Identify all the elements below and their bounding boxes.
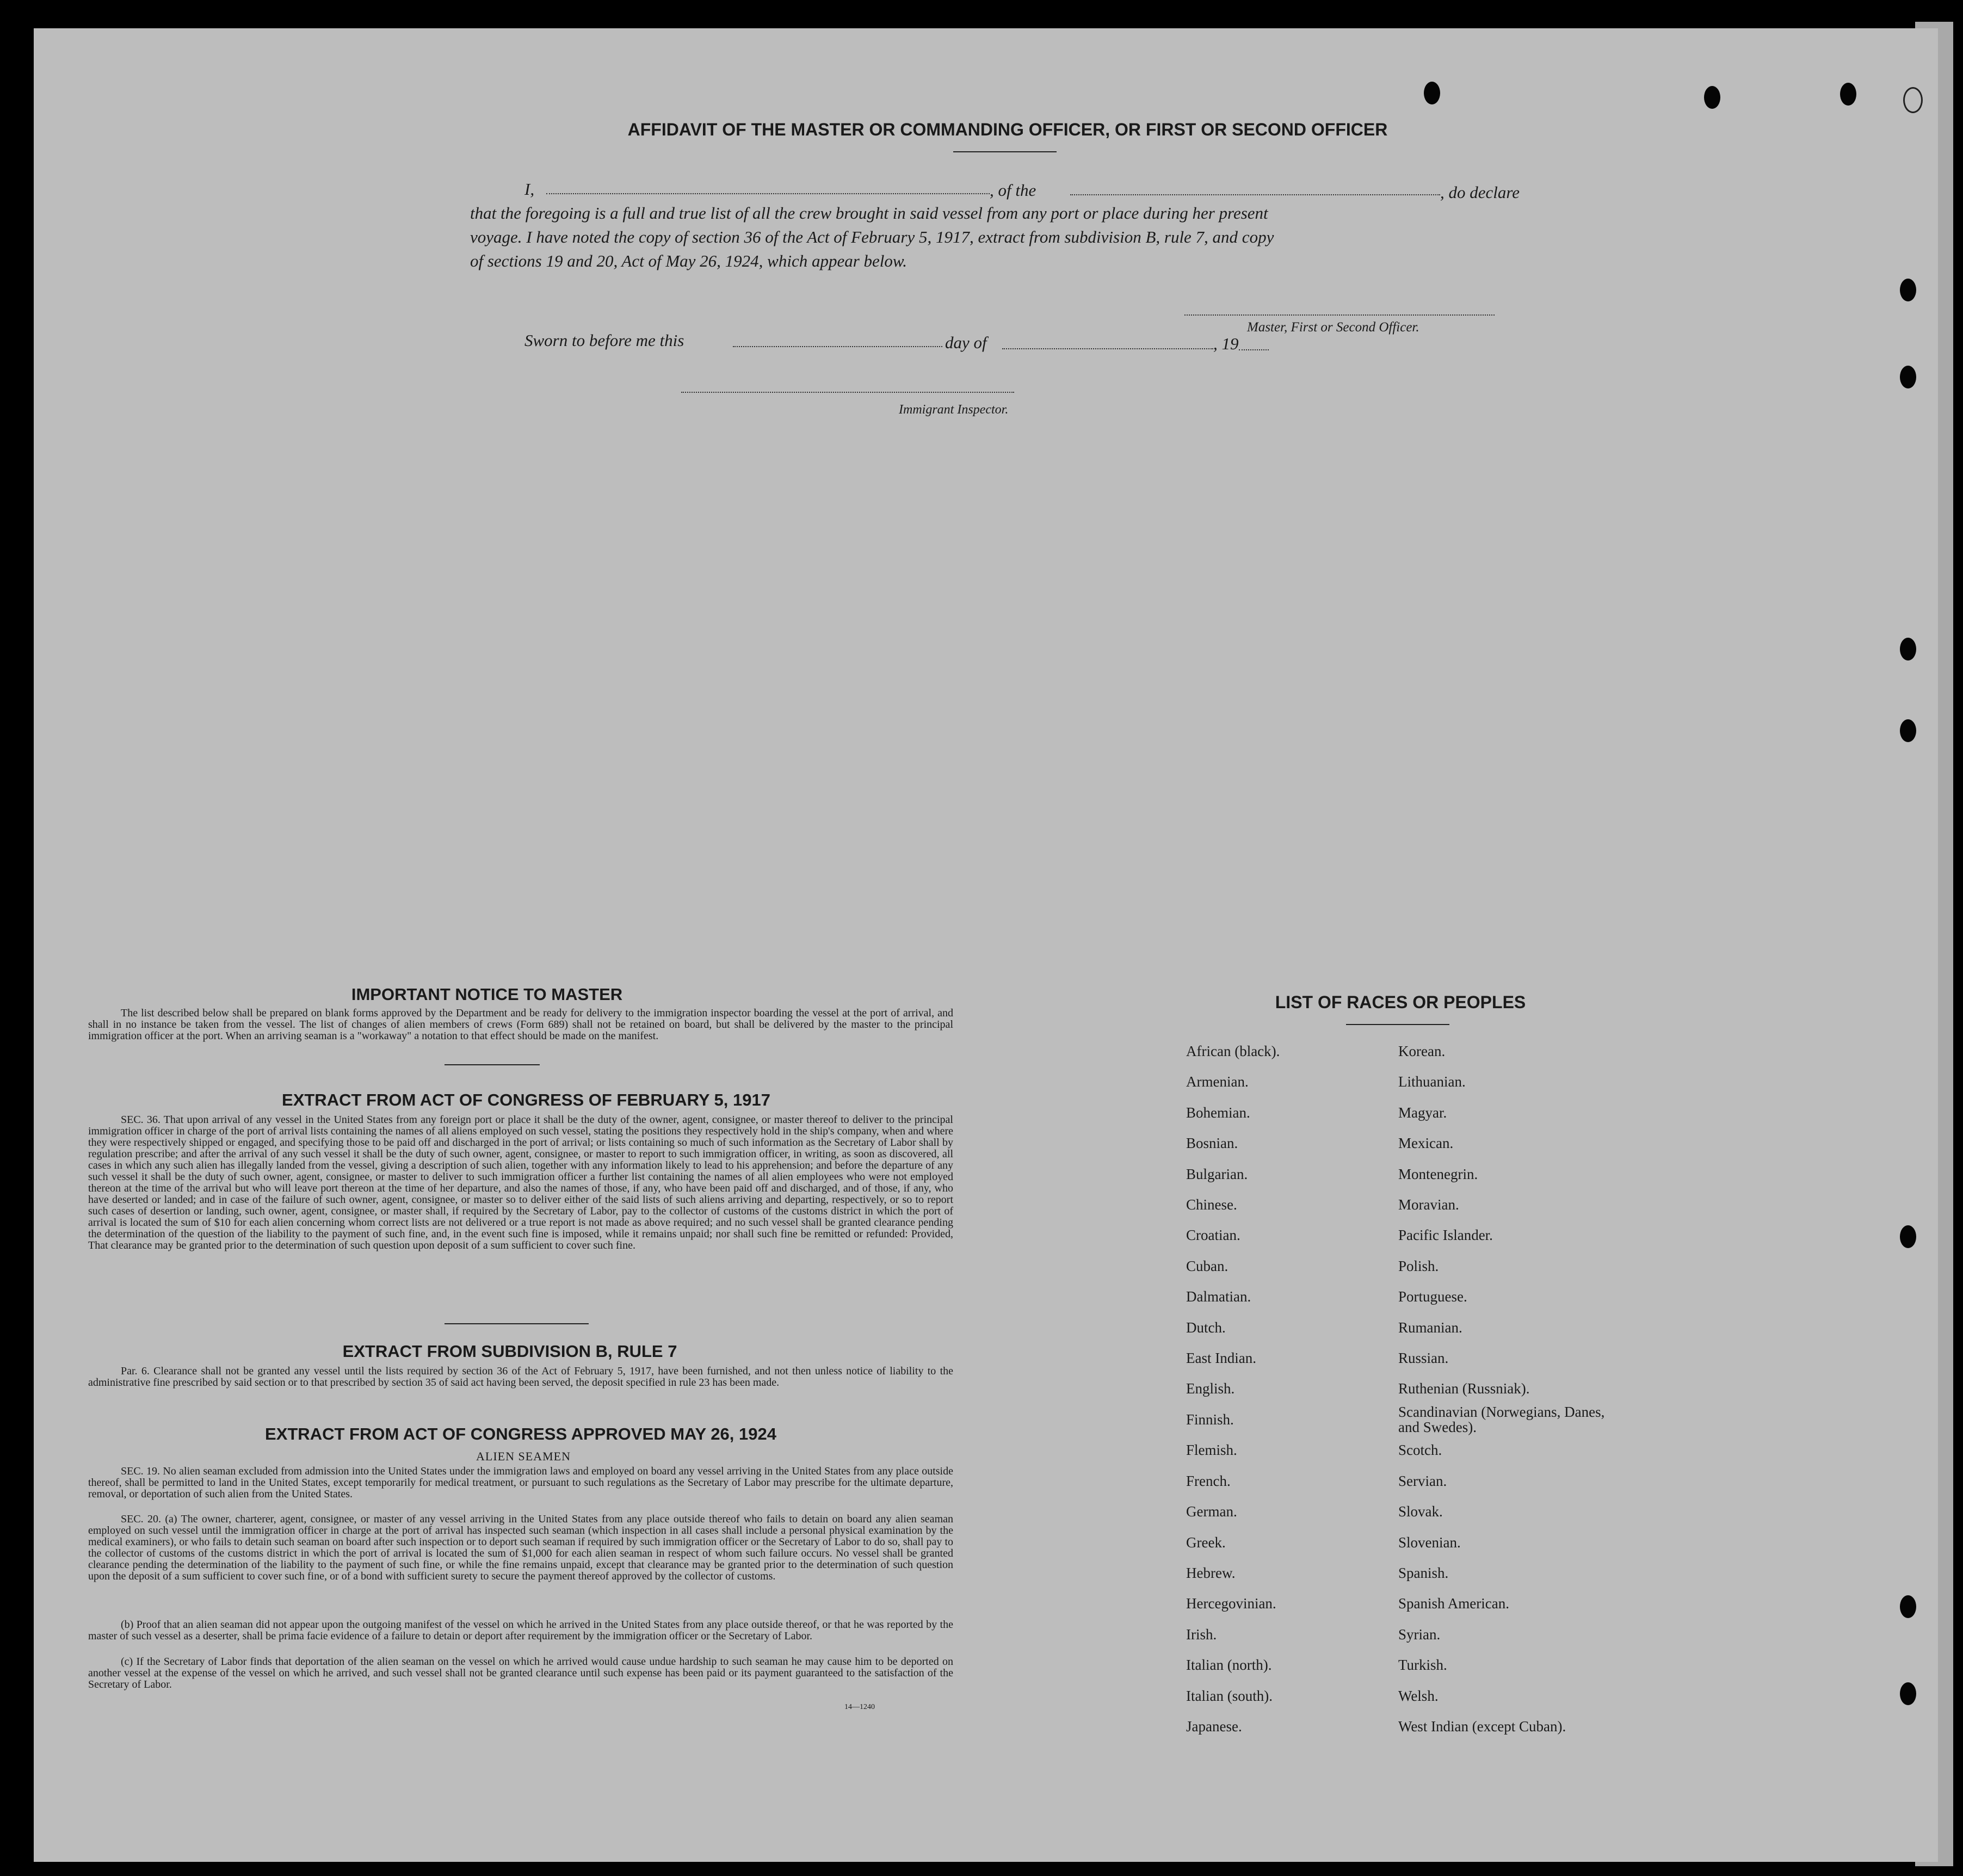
month-blank[interactable]	[1002, 348, 1213, 349]
race-item: Bosnian.	[1186, 1135, 1238, 1152]
race-item: Flemish.	[1186, 1442, 1237, 1459]
race-item: Montenegrin.	[1398, 1165, 1478, 1182]
binder-hole	[1900, 279, 1916, 301]
race-item: Scotch.	[1398, 1442, 1442, 1459]
affidavit-title: AFFIDAVIT OF THE MASTER OR COMMANDING OFFICER, OR FIRST OR SECOND OFFICER	[627, 120, 1388, 139]
race-item: Chinese.	[1186, 1196, 1237, 1213]
binder-hole	[1704, 86, 1720, 109]
binder-hole	[1903, 87, 1923, 113]
race-item: Italian (north).	[1186, 1657, 1272, 1674]
race-item: Rumanian.	[1398, 1319, 1462, 1336]
race-item: Slovenian.	[1398, 1534, 1461, 1551]
race-item: East Indian.	[1186, 1350, 1256, 1367]
races-column-2	[1398, 1036, 1649, 1742]
race-item: Polish.	[1398, 1257, 1439, 1274]
document-page	[34, 28, 1938, 1862]
race-item: Hercegovinian.	[1186, 1595, 1276, 1612]
race-item: Magyar.	[1398, 1104, 1447, 1121]
race-item: Croatian.	[1186, 1227, 1240, 1244]
race-item: Irish.	[1186, 1626, 1217, 1643]
day-blank[interactable]	[733, 346, 942, 347]
binder-hole	[1900, 366, 1916, 388]
race-item: Spanish.	[1398, 1564, 1449, 1581]
binder-hole	[1840, 83, 1856, 106]
master-signature-label: Master, First or Second Officer.	[1247, 320, 1419, 335]
day-of-label: day of	[945, 333, 987, 352]
inspector-label: Immigrant Inspector.	[899, 403, 1009, 417]
races-column-1	[1186, 1036, 1382, 1742]
form-number: 14—1240	[844, 1703, 875, 1711]
notice-title: IMPORTANT NOTICE TO MASTER	[351, 985, 623, 1004]
binder-hole	[1900, 1225, 1916, 1248]
name-blank[interactable]	[546, 193, 990, 194]
race-item: Scandinavian (Norwegians, Danes, and Swedes).	[1398, 1403, 1605, 1436]
sworn-label: Sworn to before me this	[524, 331, 684, 350]
race-item: Dutch.	[1186, 1319, 1226, 1336]
subdivb-title: EXTRACT FROM SUBDIVISION B, RULE 7	[342, 1342, 677, 1361]
sec20c-body: (c) If the Secretary of Labor finds that deportation of the alien seaman on the vessel on which he arrived would cause undue hardship to such seaman he may cause him to be deported on another vessel at the expense of the vessel on which he arrived, and such vessel shall not be granted clearance until such expense has been paid or its payment guaranteed to the satisfaction of the Secretary of Labor.	[88, 1656, 953, 1690]
affidavit-do-declare: , do declare	[1440, 183, 1520, 202]
race-item: Servian.	[1398, 1472, 1447, 1489]
affidavit-of-the: , of the	[990, 181, 1036, 200]
race-item: Portuguese.	[1398, 1288, 1467, 1305]
extract-1924-subtitle: ALIEN SEAMEN	[476, 1449, 571, 1463]
race-item: Greek.	[1186, 1534, 1226, 1551]
binder-hole	[1900, 1682, 1916, 1705]
binder-hole	[1900, 638, 1916, 661]
race-item: Moravian.	[1398, 1196, 1459, 1213]
master-signature-line[interactable]	[1184, 314, 1495, 316]
race-item: Russian.	[1398, 1350, 1449, 1367]
binder-hole	[1900, 1595, 1916, 1618]
year-label: , 19	[1213, 334, 1239, 353]
inspector-signature-line[interactable]	[681, 392, 1014, 393]
affidavit-line3: voyage. I have noted the copy of section 36 of the Act of February 5, 1917, extract from subdivision B, rule 7, and copy	[470, 227, 1274, 246]
race-item: Cuban.	[1186, 1257, 1229, 1274]
extract-1924-title: EXTRACT FROM ACT OF CONGRESS APPROVED MAY 26, 1924	[265, 1424, 776, 1443]
races-title: LIST OF RACES OR PEOPLES	[1275, 992, 1526, 1012]
sec20b-body: (b) Proof that an alien seaman did not appear upon the outgoing manifest of the vessel on which he arrived in the United States from any place outside thereof, or that he was reported by the master of such vessel as a deserter, shall be prima facie evidence of a failure to detain or deport after requirement by the immigration officer or the Secretary of Labor.	[88, 1619, 953, 1642]
sec20a-body: SEC. 20. (a) The owner, charterer, agent, consignee, or master of any vessel arriving in the United States from any place outside thereof who fails to detain on board any alien seaman employed on such vessel until the immigration officer in charge at the port of arrival has inspected such seaman (which inspection in all cases shall include a personal physical examination by the medical examiners), or who fails to detain such seaman on board after such inspection or to deport such seaman if required by such immigration officer or the Secretary of Labor to do so, shall pay to the collector of customs of the customs district in which the port of arrival is located the sum of $1,000 for each alien seaman in respect of whom such failure occurs. No vessel shall be granted clearance pending the determination of the liability to the payment of such fine, or while the fine remains unpaid, except that clearance may be granted prior to the determination of such question upon the deposit of a sum sufficient to cover such fine, or of a bond with sufficient surety to secure the payment thereof approved by the collector of customs.	[88, 1513, 953, 1582]
affidavit-i-label: I,	[524, 180, 535, 199]
race-item: Syrian.	[1398, 1626, 1441, 1643]
binder-hole	[1900, 719, 1916, 742]
race-item: Turkish.	[1398, 1657, 1447, 1674]
race-item: Mexican.	[1398, 1135, 1454, 1152]
notice-body: The list described below shall be prepared on blank forms approved by the Department and be ready for delivery to the immigration inspector boarding the vessel at the port of arrival, and shall in no instance be taken from the vessel. The list of changes of alien members of crews (Form 689) shall not be retained on board, but shall be delivered by the master to the principal immigration officer at the port. When an arriving seaman is a "workaway" a notation to that effect should be made on the manifest.	[88, 1007, 953, 1042]
race-item: West Indian (except Cuban).	[1398, 1718, 1566, 1735]
binder-hole	[1424, 82, 1440, 104]
section-rule	[445, 1323, 589, 1324]
year-blank[interactable]	[1239, 349, 1269, 350]
race-item: French.	[1186, 1472, 1231, 1489]
race-item: Hebrew.	[1186, 1564, 1236, 1581]
race-item: Pacific Islander.	[1398, 1227, 1493, 1244]
race-item: Bulgarian.	[1186, 1165, 1248, 1182]
subdivb-body: Par. 6. Clearance shall not be granted any vessel until the lists required by section 36 of the Act of February 5, 1917, have been furnished, and not then unless notice of liability to the administrative fine prescribed by said section or to that prescribed by section 35 of said act having been served, the deposit specified in rule 23 has been made.	[88, 1365, 953, 1389]
vessel-blank[interactable]	[1070, 194, 1440, 195]
race-item: Finnish.	[1186, 1411, 1234, 1428]
title-rule	[953, 151, 1057, 152]
affidavit-line4: of sections 19 and 20, Act of May 26, 1924, which appear below.	[470, 251, 908, 270]
race-item: Bohemian.	[1186, 1104, 1250, 1121]
race-item: English.	[1186, 1380, 1235, 1397]
race-item: Korean.	[1398, 1043, 1446, 1059]
race-item: Slovak.	[1398, 1503, 1443, 1520]
race-item: Japanese.	[1186, 1718, 1242, 1735]
races-rule	[1346, 1024, 1449, 1025]
race-item: German.	[1186, 1503, 1237, 1520]
race-item: Lithuanian.	[1398, 1073, 1466, 1090]
race-item: African (black).	[1186, 1043, 1280, 1059]
affidavit-line2: that the foregoing is a full and true list of all the crew brought in said vessel from any port or place during her present	[470, 203, 1268, 223]
race-item: Spanish American.	[1398, 1595, 1509, 1612]
race-item: Welsh.	[1398, 1687, 1439, 1704]
race-item: Dalmatian.	[1186, 1288, 1251, 1305]
extract-1917-title: EXTRACT FROM ACT OF CONGRESS OF FEBRUARY 5, 1917	[282, 1090, 770, 1109]
section-rule	[445, 1064, 540, 1065]
extract-1917-body: SEC. 36. That upon arrival of any vessel in the United States from any foreign port or place it shall be the duty of the owner, agent, consignee, or master thereof to deliver to the principal immigration officer in charge of the port of arrival lists containing the names of all aliens employed on such vessel, stating the positions they respectively hold in the ship's company, when and where they were respectively shipped or engaged, and specifying those to be paid off and discharged in the port of arrival; or lists containing so much of such information as the Secretary of Labor shall by regulation prescribe; and after the arrival of any such vessel it shall be the duty of such owner, agent, consignee, or master to report to such immigration officer, in writing, as soon as discovered, all cases in which any such alien has illegally landed from the vessel, giving a description of such alien, together with any information likely to lead to his apprehension; and before the departure of any such vessel it shall be the duty of such owner, agent, consignee, or master to deliver to such immigration officer a further list containing the names of all alien employees who were not employed thereon at the time of the arrival but who will leave port thereon at the time of her departure, and also the names of those, if any, who have been paid off and discharged, and of those, if any, who have deserted or landed; and in case of the failure of such owner, agent, consignee, or master so to deliver either of the said lists of such aliens arriving and departing, respectively, or so to report such cases of desertion or landing, such owner, agent, consignee, or master shall, if required by the Secretary of Labor, pay to the collector of customs of the customs district in which the port of arrival is located the sum of $10 for each alien concerning whom correct lists are not delivered or a true report is not made as above required; and no such vessel shall be granted clearance pending the determination of the question of the liability to the payment of such fine, and, in the event such fine is imposed, while it remains unpaid; nor shall such fine be remitted or refunded: Provided, That clearance may be granted prior to the determination of such question upon deposit of a sum sufficient to cover such fine.	[88, 1114, 953, 1251]
race-item: Armenian.	[1186, 1073, 1249, 1090]
sec19-body: SEC. 19. No alien seaman excluded from admission into the United States under the immigration laws and employed on board any vessel arriving in the United States from any place outside thereof, shall be permitted to land in the United States, except temporarily for medical treatment, or pursuant to such regulations as the Secretary of Labor may prescribe for the ultimate departure, removal, or deportation of such alien from the United States.	[88, 1465, 953, 1500]
race-item: Italian (south).	[1186, 1687, 1273, 1704]
race-item: Ruthenian (Russniak).	[1398, 1380, 1530, 1397]
